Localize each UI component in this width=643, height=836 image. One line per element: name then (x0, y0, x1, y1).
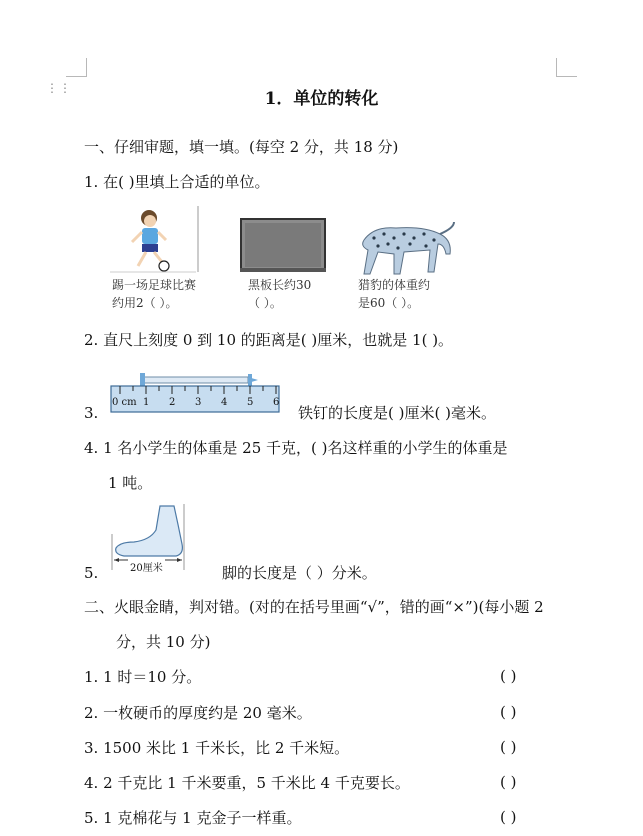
q1-image3-caption-line1: 猎豹的体重约 (358, 278, 431, 292)
question-1-text: 1. 在( )里填上合适的单位。 (84, 173, 270, 191)
ruler-label-5: 5 (247, 397, 254, 408)
tf-item-4-answer[interactable]: ( ) (500, 773, 517, 791)
ruler-label-2: 2 (169, 397, 176, 408)
q1-image1-caption-line1: 踢一场足球比赛 (112, 278, 197, 292)
question-5-text: 脚的长度是（ ）分米。 (222, 564, 377, 582)
tf-item-2-text: 2. 一枚硬币的厚度约是 20 毫米。 (84, 704, 312, 722)
tf-item-1-text: 1. 1 时＝10 分。 (84, 668, 202, 686)
page-corner-mark-top-left (66, 58, 87, 77)
blackboard-icon (240, 218, 328, 274)
page-title: 1．单位的转化 (264, 89, 379, 109)
question-3-text: 铁钉的长度是( )厘米( )毫米。 (298, 404, 496, 422)
section1-header: 一、仔细审题，填一填。(每空 2 分，共 18 分) (84, 138, 399, 156)
tf-item-4-text: 4. 2 千克比 1 千米要重，5 千米比 4 千克要长。 (84, 774, 410, 792)
question-5-number: 5. (84, 564, 99, 582)
tf-item-3-answer[interactable]: ( ) (500, 738, 517, 756)
page-corner-mark-top-right (556, 58, 577, 77)
tf-item-2-answer[interactable]: ( ) (500, 703, 517, 721)
q1-image3-caption-line2: 是60（ ）。 (358, 296, 420, 310)
q1-image2-caption-line2: （ ）。 (248, 296, 282, 310)
question-2-text: 2. 直尺上刻度 0 到 10 的距离是( )厘米，也就是 1( )。 (84, 331, 454, 349)
tf-item-1-answer[interactable]: ( ) (500, 667, 517, 685)
question-4-line1: 4. 1 名小学生的体重是 25 千克，( )名这样重的小学生的体重是 (84, 439, 508, 457)
tf-item-3-text: 3. 1500 米比 1 千米长，比 2 千米短。 (84, 739, 350, 757)
q1-image1-caption-line2: 约用2（ ）。 (112, 296, 178, 310)
ruler-label-0: 0 cm (112, 397, 137, 408)
tf-item-5-text: 5. 1 克棉花与 1 克金子一样重。 (84, 809, 302, 827)
ruler-label-4: 4 (221, 397, 228, 408)
ruler-label-1: 1 (143, 397, 150, 408)
question-4-line2: 1 吨。 (108, 474, 153, 492)
soccer-boy-icon (110, 206, 200, 274)
ruler-label-6: 6 (273, 397, 280, 408)
cheetah-icon (354, 214, 458, 278)
ruler-label-3: 3 (195, 397, 202, 408)
section2-header-line1: 二、火眼金睛，判对错。(对的在括号里画“√”，错的画“×”)(每小题 2 (84, 598, 544, 616)
tf-item-5-answer[interactable]: ( ) (500, 808, 517, 826)
question-3-number: 3. (84, 404, 99, 422)
drag-handle-icon[interactable]: ⋮⋮ (46, 81, 72, 95)
section2-header-line2: 分，共 10 分) (116, 633, 211, 651)
q1-image2-caption-line1: 黑板长约30 (248, 278, 312, 292)
foot-length-label: 20厘米 (128, 559, 165, 574)
